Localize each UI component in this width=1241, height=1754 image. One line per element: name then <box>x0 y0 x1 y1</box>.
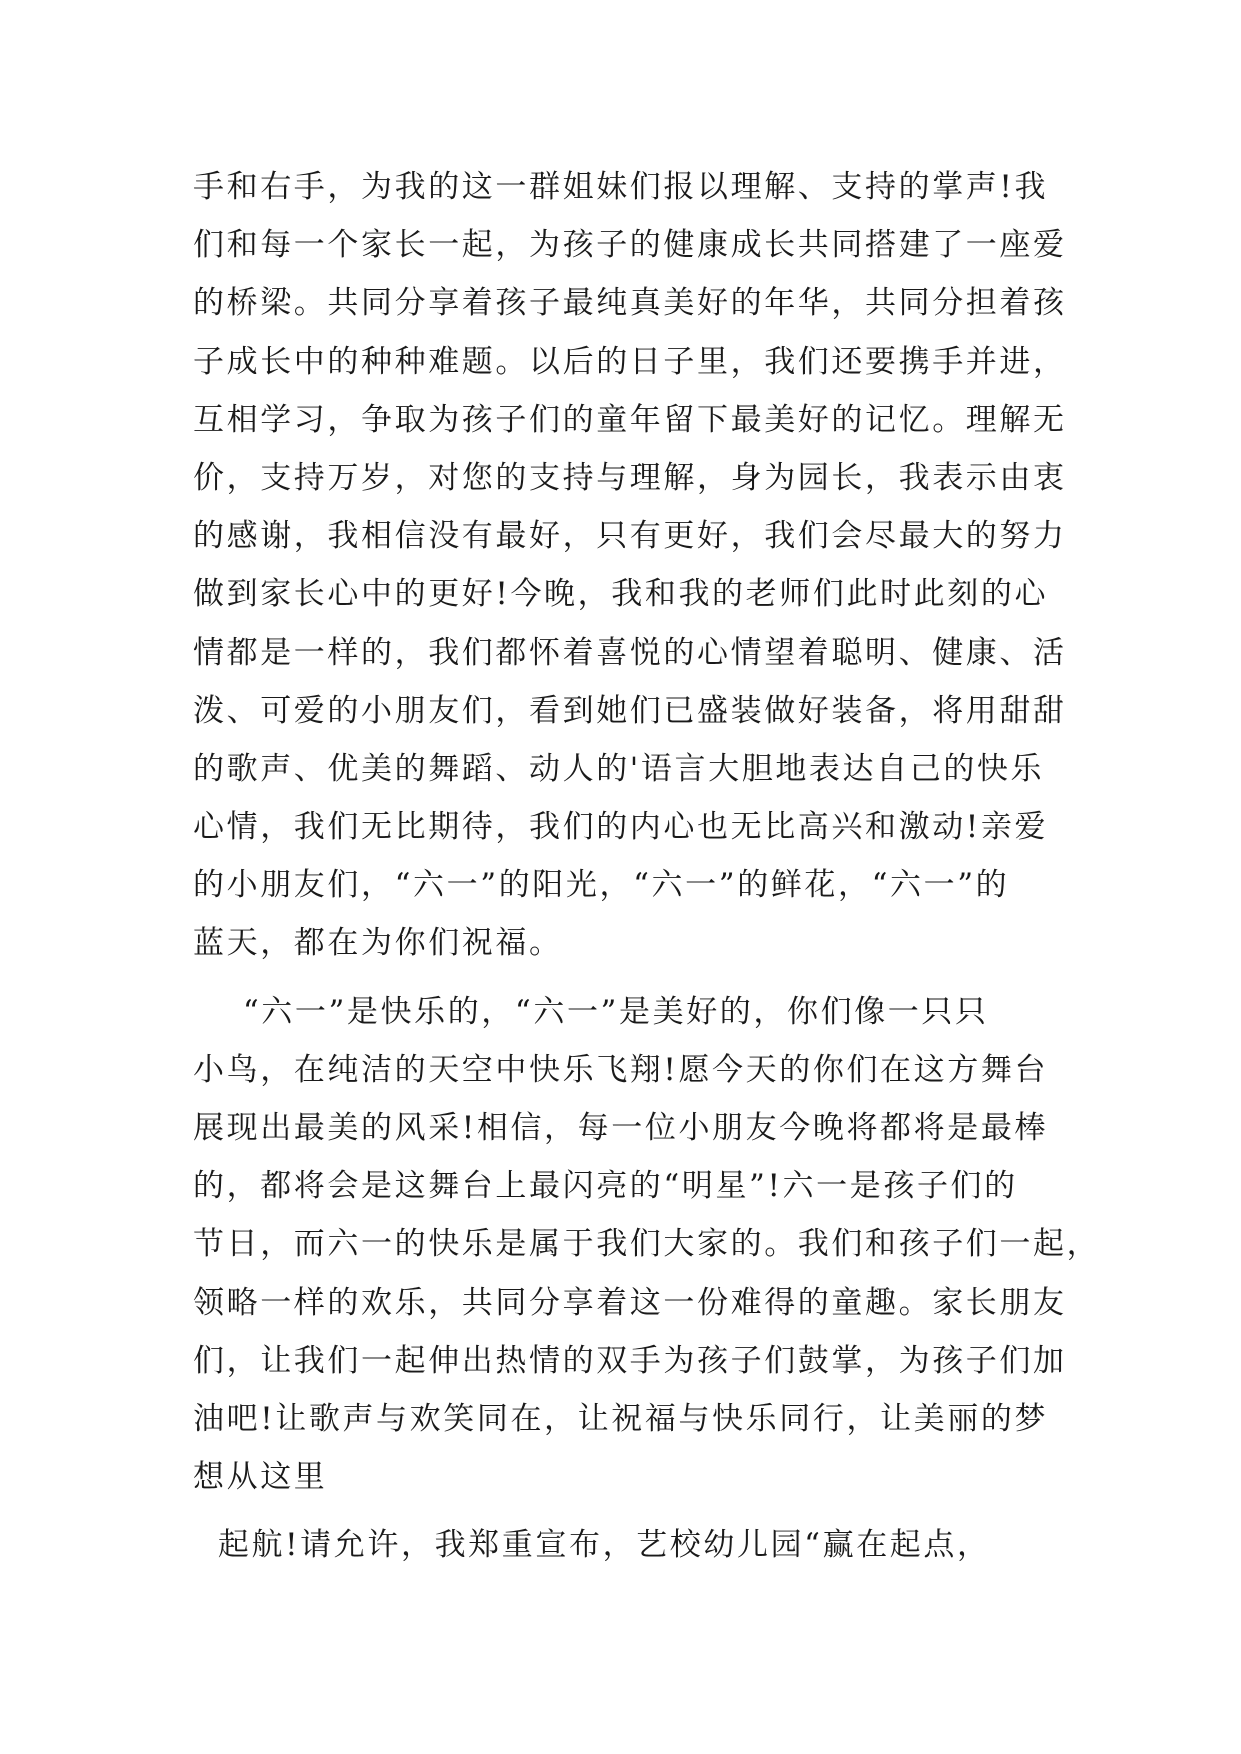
text-line: 的感谢，我相信没有最好，只有更好，我们会尽最大的努力 <box>193 518 1067 555</box>
text-line: 价，支持万岁，对您的支持与理解，身为园长，我表示由衷 <box>193 459 1067 496</box>
text-line: 小鸟，在纯洁的天空中快乐飞翔!愿今天的你们在这方舞台 <box>193 1051 1049 1088</box>
text-line: 的桥梁。共同分享着孩子最纯真美好的年华，共同分担着孩 <box>193 285 1067 322</box>
paragraph-1 <box>193 158 1067 973</box>
paragraph-3 <box>193 1516 1053 1574</box>
text-line: 泼、可爱的小朋友们，看到她们已盛装做好装备，将用甜甜 <box>193 692 1067 729</box>
paragraph-gap <box>193 1506 1053 1516</box>
text-line: 做到家长心中的更好!今晚，我和我的老师们此时此刻的心 <box>193 576 1049 613</box>
text-line: 的，都将会是这舞台上最闪亮的“明星”!六一是孩子们的 <box>193 1168 1018 1205</box>
document-body <box>193 158 1101 1575</box>
paragraph-2 <box>193 983 1101 1507</box>
text-line: 领略一样的欢乐，共同分享着这一份难得的童趣。家长朋友 <box>193 1284 1067 1321</box>
text-line: 蓝天，都在为你们祝福。 <box>193 925 563 962</box>
text-line: 情都是一样的，我们都怀着喜悦的心情望着聪明、健康、活 <box>193 634 1067 671</box>
text-line: 互相学习，争取为孩子们的童年留下最美好的记忆。理解无 <box>193 401 1067 438</box>
text-line: 想从这里 <box>193 1459 328 1496</box>
text-line: 子成长中的种种难题。以后的日子里，我们还要携手并进， <box>193 343 1067 380</box>
text-line: 手和右手，为我的这一群姐妹们报以理解、支持的掌声!我 <box>193 169 1049 205</box>
text-line: 心情，我们无比期待，我们的内心也无比高兴和激动!亲爱 <box>193 809 1049 846</box>
text-line: 展现出最美的风采!相信，每一位小朋友今晚将都将是最棒 <box>193 1110 1049 1146</box>
text-line: 的小朋友们，“六一”的阳光，“六一”的鲜花，“六一”的 <box>193 867 1010 904</box>
text-line: “六一”是快乐的，“六一”是美好的，你们像一只只 <box>193 993 989 1030</box>
text-line: 们，让我们一起伸出热情的双手为孩子们鼓掌，为孩子们加 <box>193 1342 1067 1379</box>
text-line: 的歌声、优美的舞蹈、动人的'语言大胆地表达自己的快乐 <box>193 750 1045 787</box>
paragraph-gap <box>193 973 1053 983</box>
text-line: 节日，而六一的快乐是属于我们大家的。我们和孩子们一起， <box>193 1226 1101 1263</box>
text-line: 起航!请允许，我郑重宣布，艺校幼儿园“赢在起点， <box>193 1527 991 1564</box>
text-line: 们和每一个家长一起，为孩子的健康成长共同搭建了一座爱 <box>193 227 1067 264</box>
text-line: 油吧!让歌声与欢笑同在，让祝福与快乐同行，让美丽的梦 <box>193 1400 1049 1437</box>
